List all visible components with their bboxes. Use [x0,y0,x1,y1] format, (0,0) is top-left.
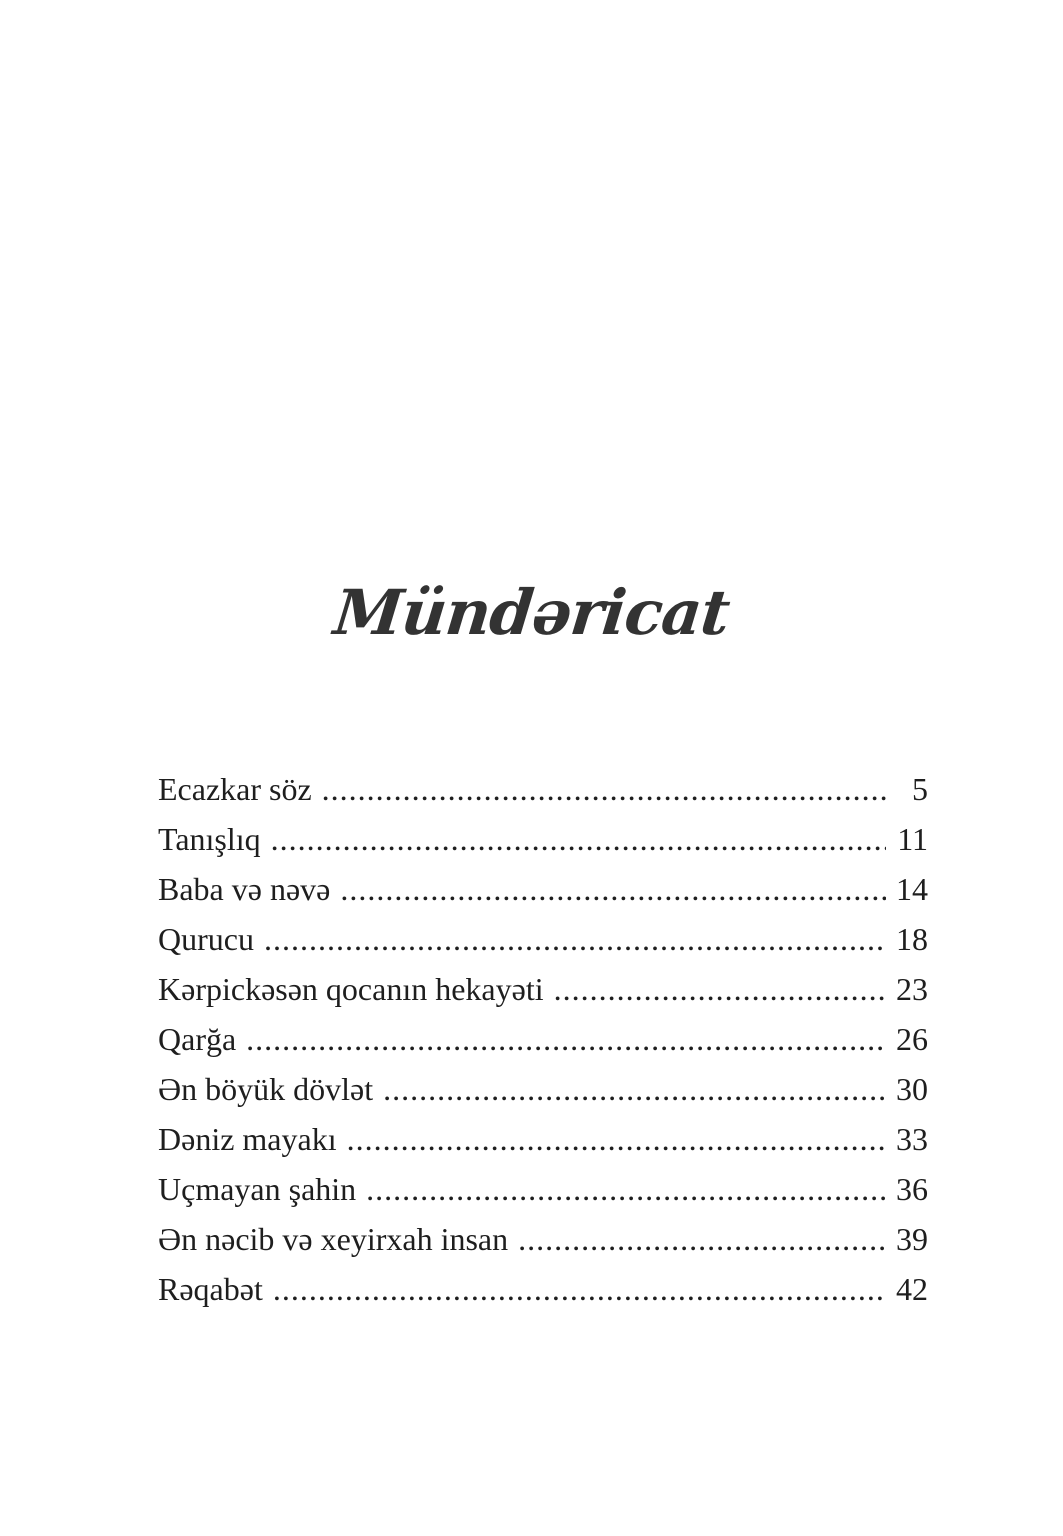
toc-page-number: 39 [896,1221,928,1257]
toc-row [158,814,928,864]
toc-entry-title: Qarğa [158,1021,237,1057]
toc-entry-title: Ən böyük dövlət [158,1071,374,1107]
toc-row [158,1114,928,1164]
toc-page-number: 11 [897,821,928,857]
toc-row [158,1014,928,1064]
toc-row [158,764,928,814]
dot-leader [340,864,886,914]
toc-entry-title: Tanışlıq [158,821,261,857]
toc-entry-title: Dəniz mayakı [158,1121,337,1157]
dot-leader [246,1014,886,1064]
toc-row [158,1264,928,1314]
dot-leader [347,1114,886,1164]
toc-page-number: 5 [912,771,928,807]
toc-page-number: 14 [896,871,928,907]
toc-page-number: 30 [896,1071,928,1107]
toc-entry-title: Ecazkar söz [158,771,312,807]
toc-row [158,914,928,964]
dot-leader [554,964,886,1014]
toc-page-number: 36 [896,1171,928,1207]
toc-page-number: 42 [896,1271,928,1307]
page-title: Mündəricat [330,576,733,649]
toc-entry-title: Kərpickəsən qocanın hekayəti [158,971,544,1007]
toc-entry-title: Qurucu [158,921,254,957]
dot-leader [518,1214,886,1264]
toc-entry-title: Uçmayan şahin [158,1171,357,1207]
toc-page-number: 23 [896,971,928,1007]
table-of-contents [158,764,928,1314]
dot-leader [322,764,886,814]
dot-leader [366,1164,886,1214]
toc-entry-title: Ən nəcib və xeyirxah insan [158,1221,509,1257]
toc-row [158,864,928,914]
toc-page-number: 18 [896,921,928,957]
dot-leader [383,1064,886,1114]
toc-page-number: 33 [896,1121,928,1157]
toc-row [158,1214,928,1264]
toc-row [158,964,928,1014]
toc-entry-title: Rəqabət [158,1271,263,1307]
toc-row [158,1064,928,1114]
toc-entry-title: Baba və nəvə [158,871,331,907]
dot-leader [273,1264,886,1314]
dot-leader [271,814,886,864]
toc-row [158,1164,928,1214]
toc-page-number: 26 [896,1021,928,1057]
dot-leader [264,914,886,964]
